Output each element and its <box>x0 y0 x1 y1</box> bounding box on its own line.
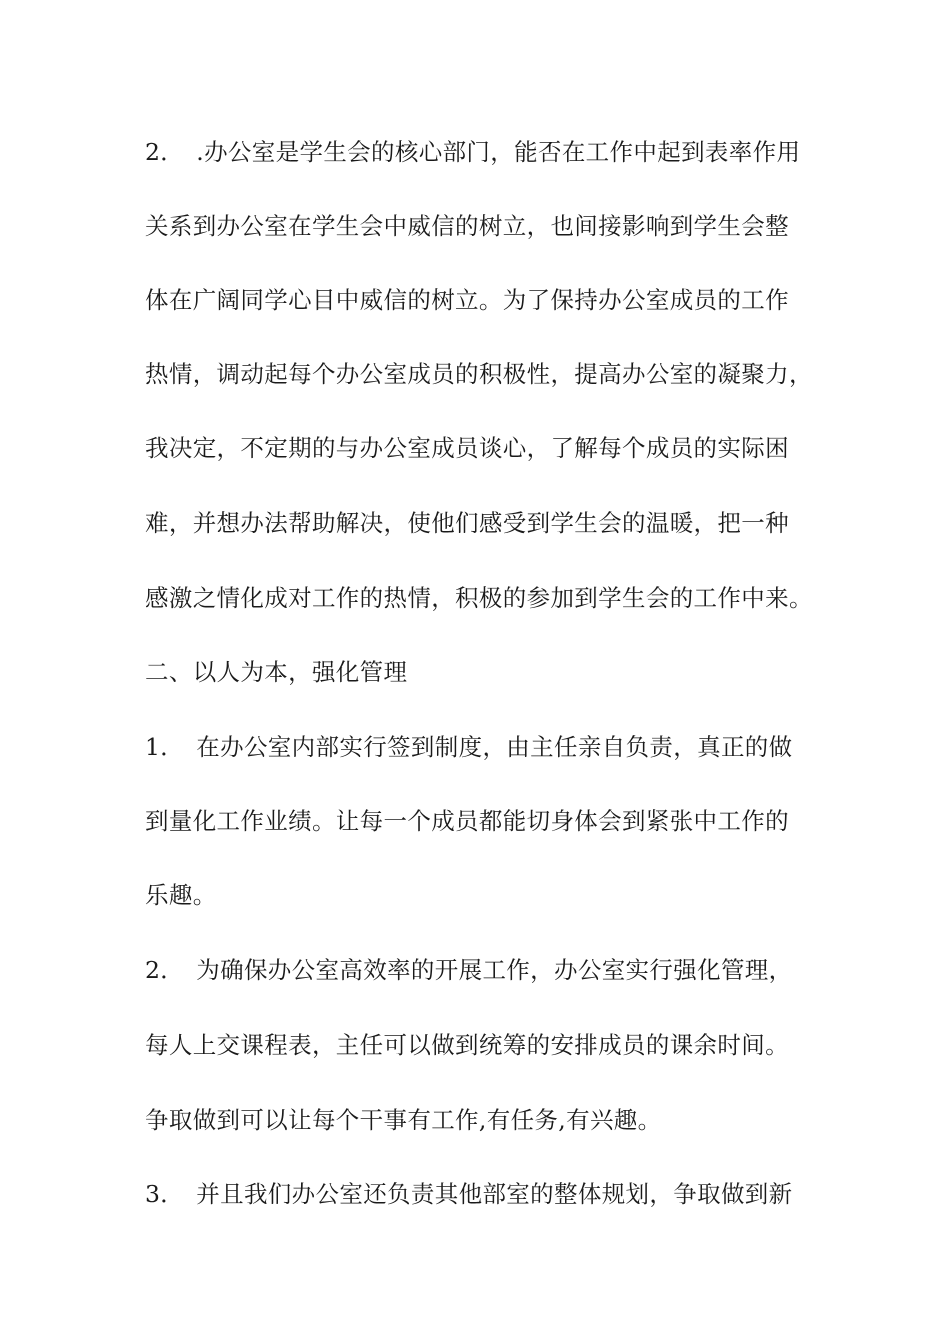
body-text-line: 2． .办公室是学生会的核心部门，能否在工作中起到表率作用 <box>145 138 801 166</box>
body-text-line: 热情，调动起每个办公室成员的积极性，提高办公室的凝聚力， <box>145 360 813 388</box>
body-text-line: 2． 为确保办公室高效率的开展工作，办公室实行强化管理， <box>145 956 793 984</box>
body-text-line: 难，并想办法帮助解决，使他们感受到学生会的温暖，把一种 <box>145 509 789 537</box>
body-text-line: 我决定，不定期的与办公室成员谈心，了解每个成员的实际困 <box>145 434 789 462</box>
body-text-line: 3． 并且我们办公室还负责其他部室的整体规划，争取做到新 <box>145 1180 793 1208</box>
body-text-line: 1． 在办公室内部实行签到制度，由主任亲自负责，真正的做 <box>145 733 793 761</box>
body-text-line: 到量化工作业绩。让每一个成员都能切身体会到紧张中工作的 <box>145 807 789 835</box>
body-text-line: 每人上交课程表，主任可以做到统筹的安排成员的课余时间。 <box>145 1031 789 1059</box>
body-text-line: 争取做到可以让每个干事有工作,有任务,有兴趣。 <box>145 1106 662 1134</box>
body-text-line: 体在广阔同学心目中威信的树立。为了保持办公室成员的工作 <box>145 286 789 314</box>
body-text-line: 乐趣。 <box>145 881 217 909</box>
section-heading: 二、以人为本，强化管理 <box>145 658 408 686</box>
body-text-line: 关系到办公室在学生会中威信的树立，也间接影响到学生会整 <box>145 212 789 240</box>
body-text-line: 感激之情化成对工作的热情，积极的参加到学生会的工作中来。 <box>145 584 813 612</box>
